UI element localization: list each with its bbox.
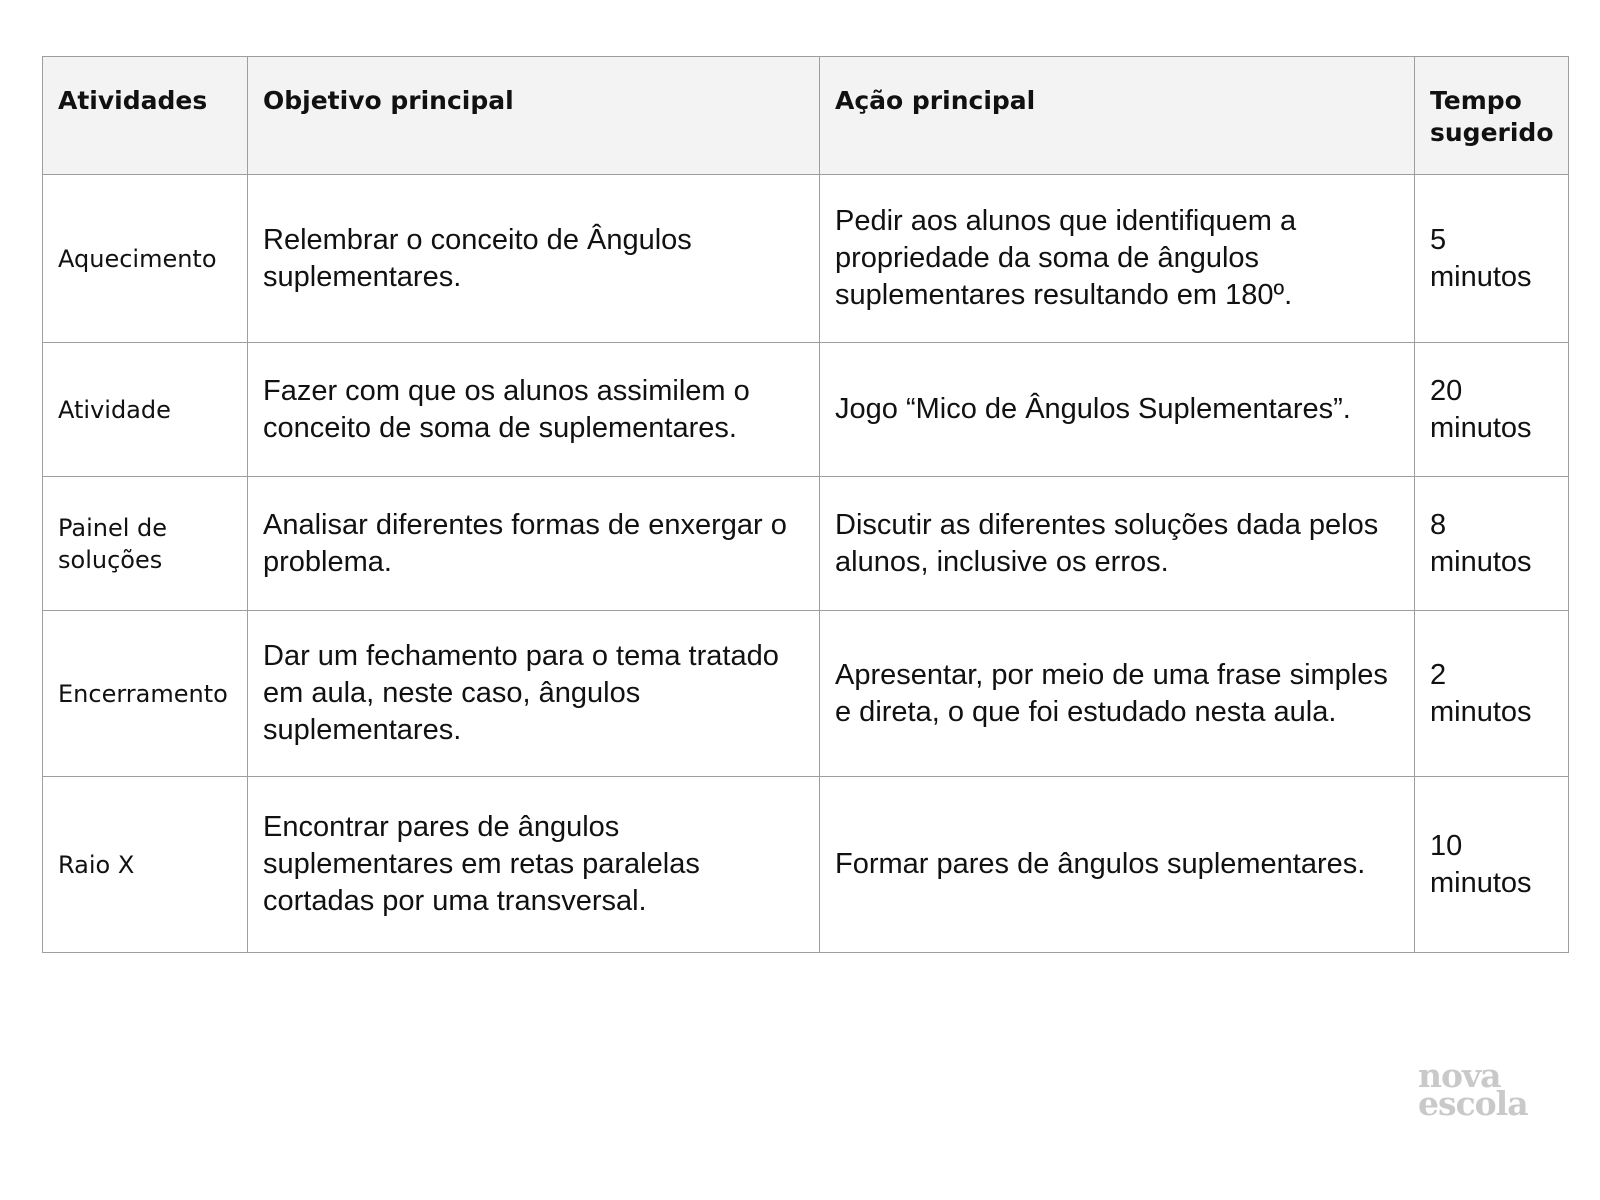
table-row [43,175,1569,343]
action-cell: Discutir as diferentes soluções dada pelos alunos, inclusive os erros. [820,477,1415,611]
logo-line-nova: nova [1418,1056,1501,1095]
table-row [43,611,1569,777]
objective-cell: Dar um fechamento para o tema tratado em aula, neste caso, ângulos suplementares. [248,611,820,777]
action-cell: Pedir aos alunos que identifiquem a propriedade da soma de ângulos suplementares resultando em 180º. [820,175,1415,343]
action-cell: Jogo “Mico de Ângulos Suplementares”. [820,343,1415,477]
header-main-action: Ação principal [820,57,1415,175]
logo-line-escola: escola [1418,1084,1528,1123]
header-main-objective: Objetivo principal [248,57,820,175]
activity-cell: Painel de soluções [43,477,248,611]
objective-cell: Fazer com que os alunos assimilem o conceito de soma de suplementares. [248,343,820,477]
time-cell: 10 minutos [1415,777,1569,953]
objective-cell: Relembrar o conceito de Ângulos suplementares. [248,175,820,343]
objective-cell: Encontrar pares de ângulos suplementares em retas paralelas cortadas por uma transversal. [248,777,820,953]
time-cell: 20 minutos [1415,343,1569,477]
action-cell: Formar pares de ângulos suplementares. [820,777,1415,953]
activity-cell: Atividade [43,343,248,477]
table-header-row [43,57,1569,175]
action-cell: Apresentar, por meio de uma frase simples e direta, o que foi estudado nesta aula. [820,611,1415,777]
activity-cell: Encerramento [43,611,248,777]
time-cell: 2 minutos [1415,611,1569,777]
header-suggested-time: Tempo sugerido [1415,57,1569,175]
time-cell: 5 minutos [1415,175,1569,343]
time-cell: 8 minutos [1415,477,1569,611]
objective-cell: Analisar diferentes formas de enxergar o problema. [248,477,820,611]
table-row [43,477,1569,611]
nova-escola-logo [1418,1056,1528,1123]
table-row [43,777,1569,953]
lesson-plan-table [42,56,1569,953]
table-row [43,343,1569,477]
activity-cell: Aquecimento [43,175,248,343]
header-activities: Atividades [43,57,248,175]
activity-cell: Raio X [43,777,248,953]
